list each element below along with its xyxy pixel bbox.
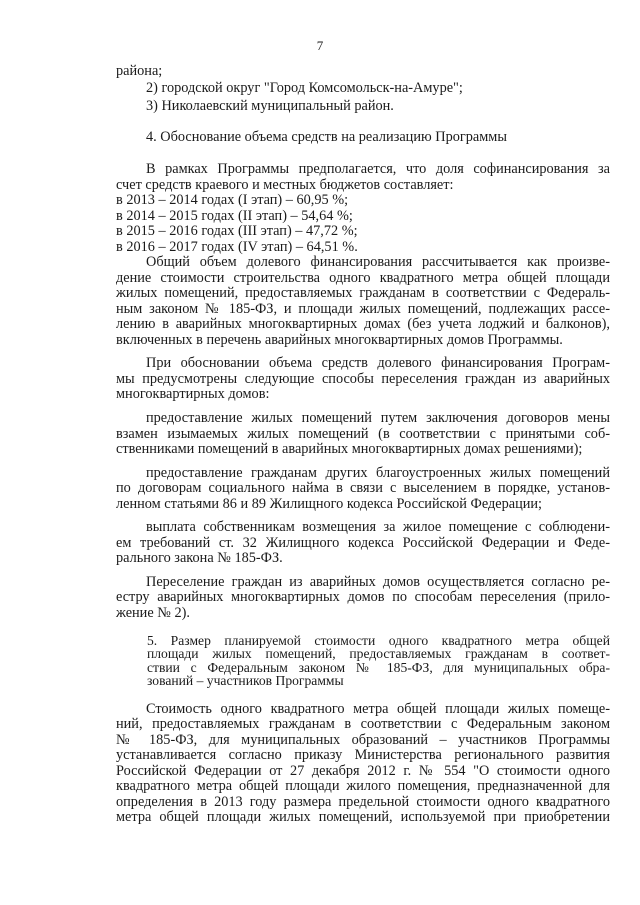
text-line: мы предусмотрены следующие способы переселения граждан из аварийных [116, 371, 610, 387]
text-line: дение стоимости строительства одного квадратного метра общей площади [116, 270, 610, 286]
text-line: выплата собственникам возмещения за жилое помещение с соблюдени- [146, 519, 610, 535]
text-line: района; [116, 63, 163, 79]
text-line: жение № 2). [116, 605, 190, 621]
list-item: в 2016 – 2017 годах (IV этап) – 64,51 %. [116, 239, 358, 255]
text-line: многоквартирных домов: [116, 386, 270, 402]
text-line: жилых помещений, предоставляемых гражданам в соответствии с Федераль- [116, 285, 610, 301]
section-heading-5: площади жилых помещений, предоставляемых гражданам в соответ- [147, 646, 610, 661]
page-number: 7 [316, 38, 324, 53]
text-line: В рамках Программы предполагается, что доля софинансирования за [146, 161, 610, 177]
text-line: Переселение граждан из аварийных домов осуществляется согласно ре- [146, 574, 610, 590]
section-heading-5: зований – участников Программы [147, 673, 344, 688]
text-line: ным законом № 185-ФЗ, и площади жилых помещений, подлежащих рассе- [116, 301, 610, 317]
text-line: При обосновании объема средств долевого финансирования Програм- [146, 355, 610, 371]
text-line: Общий объем долевого финансирования рассчитывается как произве- [146, 254, 610, 270]
text-line: лению в аварийных многоквартирных домах (без учета лоджий и балконов), [116, 316, 610, 332]
text-line: квадратного метра общей площади жилого помещения, предназначенной для [116, 778, 610, 794]
text-line: Российской Федерации от 27 декабря 2012 г. № 554 "О стоимости одного [116, 763, 610, 779]
list-item: в 2013 – 2014 годах (I этап) – 60,95 %; [116, 192, 349, 208]
text-line: включенных в перечень аварийных многоквартирных домов Программы. [116, 332, 563, 348]
text-line: ем требований ст. 32 Жилищного кодекса Российской Федерации и Феде- [116, 535, 610, 551]
section-heading-5: 5. Размер планируемой стоимости одного квадратного метра общей [147, 633, 610, 648]
text-line: рального закона № 185-ФЗ. [116, 550, 283, 566]
list-item: 2) городской округ "Город Комсомольск-на-Амуре"; [146, 80, 463, 96]
text-line: по договорам социального найма в связи с выселением в порядке, установ- [116, 480, 610, 496]
section-heading-5: ствии с Федеральным законом № 185-ФЗ, для муниципальных обра- [147, 660, 610, 675]
section-heading-4: 4. Обоснование объема средств на реализацию Программы [146, 129, 507, 145]
text-line: счет средств краевого и местных бюджетов составляет: [116, 177, 454, 193]
text-line: метра общей площади жилых помещений, используемой при приобретении [116, 809, 610, 825]
text-line: Стоимость одного квадратного метра общей площади жилых помеще- [146, 701, 610, 717]
text-line: естру аварийных многоквартирных домов по способам переселения (прило- [116, 589, 610, 605]
text-line: ний, предоставляемых гражданам в соответствии с Федеральным законом [116, 716, 610, 732]
text-line: ленном статьями 86 и 89 Жилищного кодекса Российской Федерации; [116, 496, 543, 512]
text-line: определения в 2013 году размера предельной стоимости одного квадратного [116, 794, 610, 810]
text-line: предоставление жилых помещений путем заключения договоров мены [146, 410, 610, 426]
text-line: ственниками помещений в аварийных многоквартирных домах решениями); [116, 441, 583, 457]
list-item: в 2015 – 2016 годах (III этап) – 47,72 %; [116, 223, 358, 239]
text-line: № 185-ФЗ, для муниципальных образований – участников Программы [116, 732, 610, 748]
list-item: 3) Николаевский муниципальный район. [146, 98, 394, 114]
text-line: взамен изымаемых жилых помещений (в соответствии с принятыми соб- [116, 426, 610, 442]
list-item: в 2014 – 2015 годах (II этап) – 54,64 %; [116, 208, 353, 224]
text-line: устанавливается согласно приказу Министерства регионального развития [116, 747, 610, 763]
text-line: предоставление гражданам других благоустроенных жилых помещений [146, 465, 610, 481]
